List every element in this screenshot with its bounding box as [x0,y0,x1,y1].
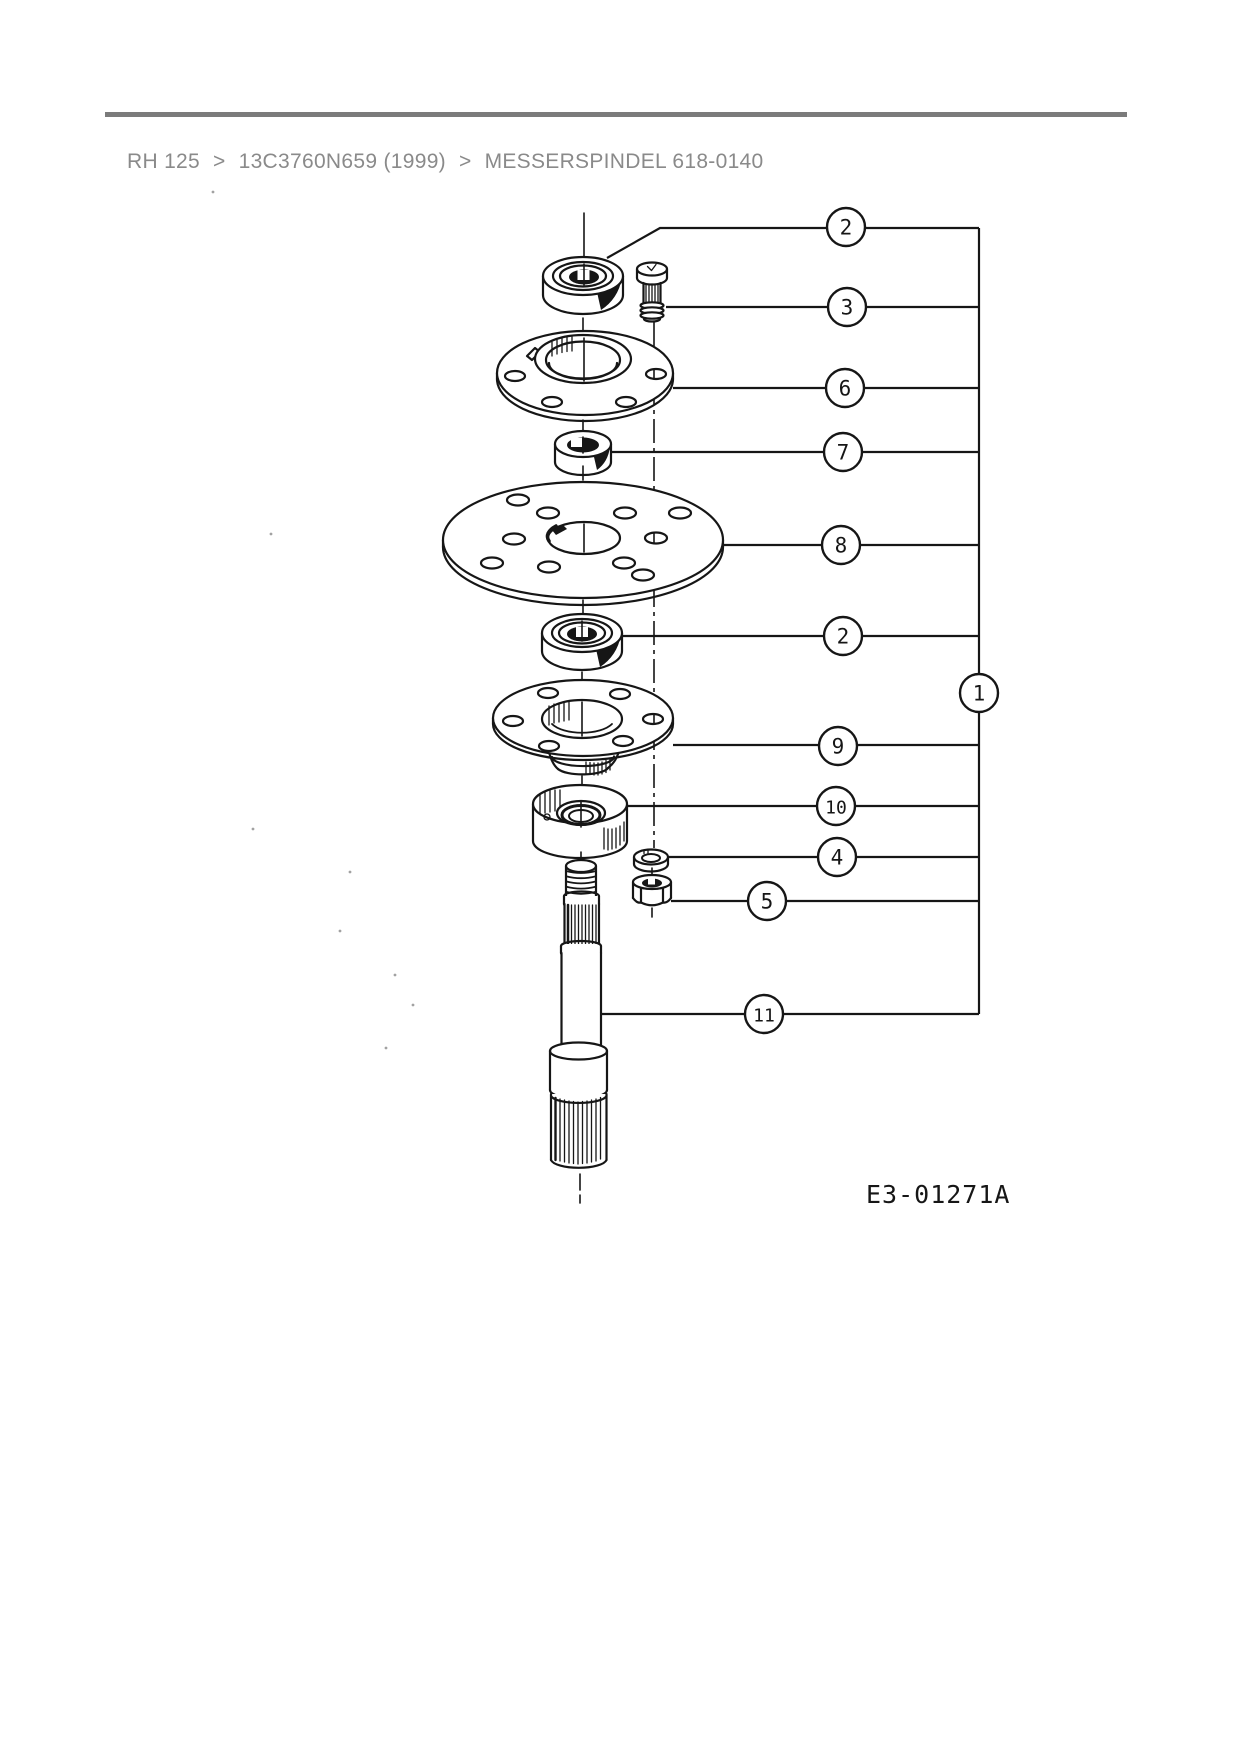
bearing-housing-drawing [533,785,627,858]
svg-text:6: 6 [838,376,852,401]
scan-noise-dots [212,191,415,1050]
ball-bearing-top-drawing [543,257,623,314]
callout-9 [819,727,857,765]
callout-4 [818,838,856,876]
svg-text:9: 9 [831,734,845,759]
callout-6 [826,369,864,407]
svg-text:5: 5 [760,889,774,914]
spindle-disc-drawing [443,482,723,605]
drawing-number: E3-01271A [866,1180,1011,1209]
callout-10 [817,787,855,825]
callouts [745,208,998,1033]
svg-text:3: 3 [840,295,854,320]
svg-text:11: 11 [753,1005,775,1027]
callout-2 [824,617,862,655]
breadcrumb-separator: > [213,150,226,173]
breadcrumb-item-model[interactable]: RH 125 [127,150,201,173]
callout-5 [748,882,786,920]
bolt-drawing [637,263,667,322]
svg-text:1: 1 [972,681,986,706]
callout-8 [822,526,860,564]
svg-text:7: 7 [836,440,850,465]
hex-nut-drawing [633,875,671,905]
flange-upper-drawing [497,331,673,421]
spindle-shaft-drawing [550,860,607,1203]
svg-text:10: 10 [825,797,847,819]
breadcrumb-separator: > [458,150,472,173]
svg-text:2: 2 [839,215,853,240]
breadcrumb-item-assembly[interactable]: MESSERSPINDEL 618-0140 [484,150,764,173]
callout-1 [960,674,998,712]
callout-2 [827,208,865,246]
leader-lines [601,228,979,1014]
lock-washer-drawing [634,850,668,872]
svg-text:8: 8 [834,533,848,558]
svg-text:4: 4 [830,845,844,870]
flange-lower-drawing [493,680,673,775]
callout-11 [745,995,783,1033]
svg-text:2: 2 [836,624,850,649]
breadcrumb-item-serial[interactable]: 13C3760N659 (1999) [238,150,446,173]
callout-7 [824,433,862,471]
callout-3 [828,288,866,326]
